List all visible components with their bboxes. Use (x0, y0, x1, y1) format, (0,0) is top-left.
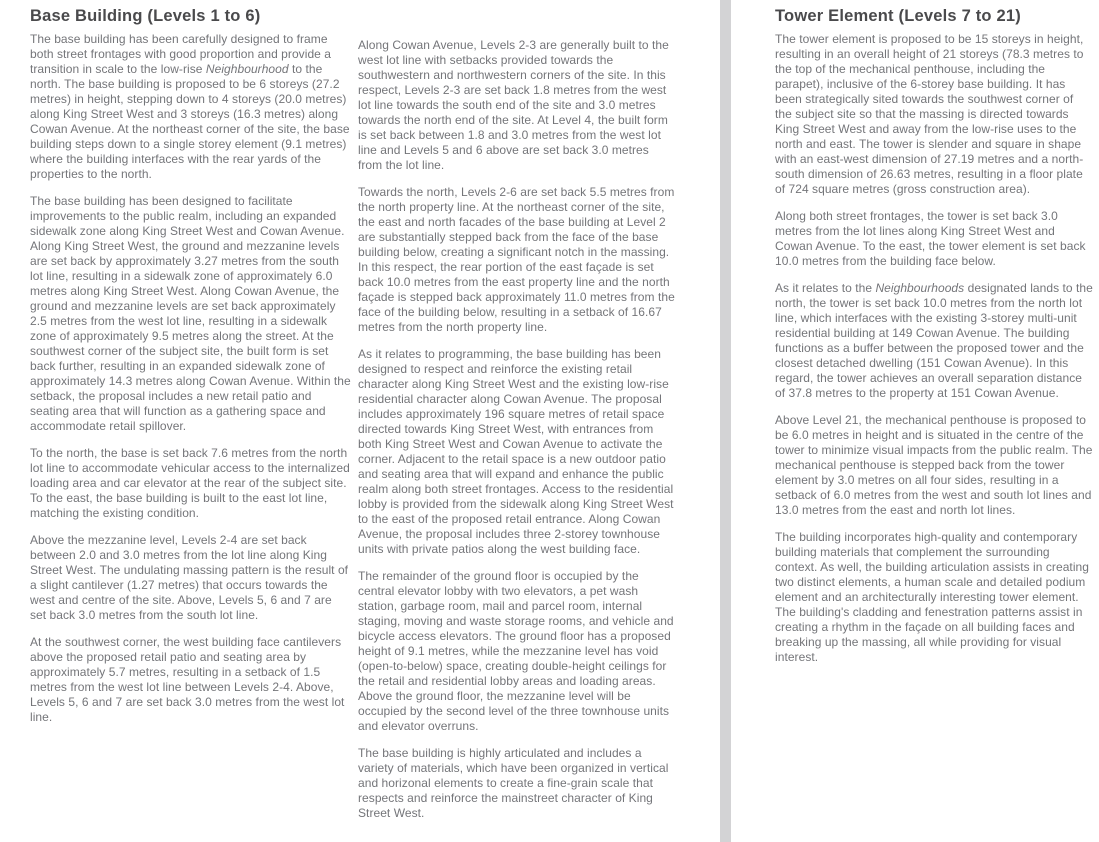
paragraph-text: designated lands to the north, the tower is set back 10.0 metres from the north lot line, which interfaces with the existing 3-storey multi-unit residential building at 149 Cowan Avenue. The building functions as a buffer between the proposed tower and the closest detached dwelling (151 Cowan Avenue). In this regard, the tower achieves an overall separation distance of 37.8 metres to the property at 151 Cowan Avenue. (775, 281, 1093, 400)
base-building-column-2-text (358, 38, 676, 821)
paragraph: Along both street frontages, the tower is set back 3.0 metres from the lot lines along King Street West and Cowan Avenue. To the east, the tower element is set back 10.0 metres from the building face below. (775, 209, 1086, 268)
paragraph: The tower element is proposed to be 15 storeys in height, resulting in an overall height of 21 storeys (78.3 metres to the top of the mechanical penthouse, including the parapet), inclusive of the 6-storey base building. It has been strategically sited towards the southwest corner of the subject site so that the massing is directed towards King Street West and away from the low-rise uses to the north and east. The tower is slender and square in shape with an east-west dimension of 27.19 metres and a north-south dimension of 26.63 metres, resulting in a floor plate of 724 square metres (gross construction area). (775, 32, 1084, 196)
paragraph: As it relates to programming, the base building has been designed to respect and reinforce the existing retail character along King Street West and the existing low-rise residential character along Cowan Avenue. The proposal includes approximately 196 square metres of retail space directed towards King Street West, with entrances from both King Street West and Cowan Avenue to activate the corner. Adjacent to the retail space is a new outdoor patio and seating area that will expand and enhance the public realm along both street frontages. Access to the residential lobby is provided from the sidewalk along King Street West to the east of the proposed retail entrance. Along Cowan Avenue, the proposal includes three 2-storey townhouse units with private patios along the west building face. (358, 347, 674, 556)
paragraph: The building incorporates high-quality and contemporary building materials that complement the surrounding context. As well, the building articulation assists in creating two distinct elements, a human scale and detailed podium element and an architecturally interesting tower element. The building's cladding and fenestration patterns assist in creating a rhythm in the façade on all building faces and breaking up the massing, all while providing for visual interest. (775, 530, 1089, 664)
paragraph: The remainder of the ground floor is occupied by the central elevator lobby with two elevators, a pet wash station, garbage room, mail and parcel room, internal staging, moving and waste storage rooms, and vehicle and bicycle access elevators. The ground floor has a proposed height of 9.1 metres, while the mezzanine level has void (open-to-below) space, creating double-height ceilings for the retail and residential lobby areas and loading areas. Above the ground floor, the mezzanine level will be occupied by the second level of the three townhouse units and elevator overruns. (358, 569, 674, 733)
base-building-column-1-text (30, 32, 351, 725)
paragraph (30, 32, 351, 182)
tower-element-text (775, 32, 1093, 665)
paragraph: The base building is highly articulated and includes a variety of materials, which have been organized in vertical and horizonal elements to create a fine-grain scale that respects and reinforce the mainstreet character of King Street West. (358, 746, 669, 820)
tower-element-column (775, 0, 1093, 677)
paragraph: Along Cowan Avenue, Levels 2-3 are generally built to the west lot line with setbacks provided towards the southwestern and northwestern corners of the site. In this respect, Levels 2-3 are set back 1.8 metres from the west lot line towards the south end of the site and 3.0 metres towards the north end of the site. At Level 4, the built form is set back between 1.8 and 3.0 metres from the west lot line and Levels 5 and 6 above are set back 3.0 metres from the lot line. (358, 38, 669, 172)
paragraph: Above Level 21, the mechanical penthouse is proposed to be 6.0 metres in height and is situated in the centre of the tower to minimize visual impacts from the public realm. The mechanical penthouse is stepped back from the tower element by 3.0 metres on all four sides, resulting in a setback of 6.0 metres from the west and south lot lines and 13.0 metres from the east and north lot lines. (775, 413, 1093, 517)
paragraph-text: As it relates to the (775, 281, 876, 295)
paragraph: Above the mezzanine level, Levels 2-4 are set back between 2.0 and 3.0 metres from the lot line along King Street West. The undulating massing pattern is the result of a slight cantilever (1.27 metres) that occurs towards the west and centre of the site. Above, Levels 5, 6 and 7 are set back 3.0 metres from the south lot line. (30, 533, 349, 622)
base-building-column-2 (358, 0, 676, 833)
pane-divider (720, 0, 731, 842)
italic-term: Neighbourhoods (875, 281, 965, 295)
paragraph-text: to the north. The base building is proposed to be 6 storeys (27.2 metres) in height, stepping down to 4 storeys (20.0 metres) along King Street West and 3 storeys (16.3 metres) along Cowan Avenue. At the northeast corner of the site, the base building steps down to a single storey element (9.1 metres) where the building interfaces with the rear yards of the properties to the north. (30, 62, 350, 181)
italic-term: Neighbourhood (205, 62, 289, 76)
paragraph: To the north, the base is set back 7.6 metres from the north lot line to accommodate vehicular access to the internalized loading area and car elevator at the rear of the subject site. To the east, the base building is built to the east lot line, matching the existing condition. (30, 446, 350, 520)
base-building-heading: Base Building (Levels 1 to 6) (30, 7, 261, 25)
paragraph-text: The base building has been carefully designed to frame both street frontages with good proportion and provide a transition in scale to the low-rise (30, 32, 331, 76)
paragraph: The base building has been designed to facilitate improvements to the public realm, including an expanded sidewalk zone along King Street West and Cowan Avenue. Along King Street West, the ground and mezzanine levels are set back by approximately 3.27 metres from the south lot line, resulting in a sidewalk zone of approximately 6.0 metres along King Street West. Along Cowan Avenue, the ground and mezzanine levels are set back approximately 2.5 metres from the west lot line, resulting in a sidewalk zone of approximately 9.5 metres along the street. At the southwest corner of the subject site, the built form is set back further, resulting in an expanded sidewalk zone of approximately 14.3 metres along Cowan Avenue. Within the setback, the proposal includes a new retail patio and seating area that will function as a gathering space and accommodate retail spillover. (30, 194, 351, 433)
tower-element-heading: Tower Element (Levels 7 to 21) (775, 7, 1021, 25)
paragraph: Towards the north, Levels 2-6 are set back 5.5 metres from the north property line. At the northeast corner of the site, the east and north facades of the base building at Level 2 are substantially stepped back from the face of the base building below, creating a significant notch in the massing. In this respect, the rear portion of the east façade is set back 10.0 metres from the east property line and the north façade is stepped back approximately 11.0 metres from the face of the building below, resulting in a setback of 16.67 metres from the north property line. (358, 185, 675, 334)
paragraph (775, 281, 1093, 401)
base-building-column-1 (30, 0, 351, 737)
paragraph: At the southwest corner, the west building face cantilevers above the proposed retail patio and seating area by approximately 5.7 metres, resulting in a setback of 1.5 metres from the west lot line between Levels 2-4. Above, Levels 5, 6 and 7 are set back 3.0 metres from the west lot line. (30, 635, 345, 724)
